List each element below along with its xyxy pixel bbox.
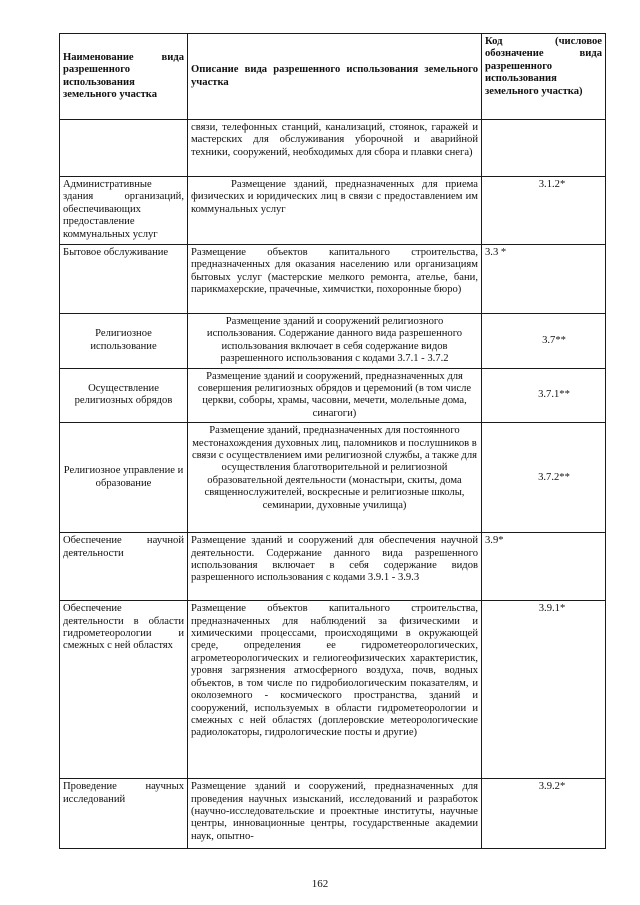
table-row bbox=[60, 779, 606, 849]
table-row bbox=[60, 601, 606, 779]
row-code: 3.9.1* bbox=[482, 601, 606, 779]
table-row bbox=[60, 314, 606, 369]
land-use-table bbox=[59, 33, 606, 849]
row-code bbox=[482, 120, 606, 177]
row-name: Обеспечение деятельности в области гидрометеорологии и смежных с ней областях bbox=[60, 601, 188, 779]
row-code: 3.3 * bbox=[482, 245, 606, 314]
page-number: 162 bbox=[311, 878, 329, 890]
row-code: 3.1.2* bbox=[482, 177, 606, 245]
row-code: 3.9* bbox=[482, 533, 606, 601]
row-description: Размещение зданий и сооружений, предназначенных для проведения научных изысканий, исследований и разработок (научно-исследовательские и проектные институты, научные центры, инновационные центры, государственные академии наук, опытно- bbox=[188, 779, 482, 849]
row-description: Размещение зданий, предназначенных для постоянного местонахождения духовных лиц, паломников и послушников в связи с осуществлением ими религиозной службы, а также для осуществления благотворительной и религиозной образовательной деятельности (монастыри, скиты, дома священнослужителей, воскресные и религиозные школы, семинарии, духовные училища) bbox=[188, 423, 482, 533]
table-row bbox=[60, 245, 606, 314]
row-description: связи, телефонных станций, канализаций, стоянок, гаражей и мастерских для обслуживания уборочной и аварийной техники, сооружений, необходимых для сбора и плавки снега) bbox=[188, 120, 482, 177]
row-name: Религиозное управление и образование bbox=[60, 423, 188, 533]
row-description: Размещение зданий и сооружений, предназначенных для совершения религиозных обрядов и церемоний (в том числе церкви, соборы, храмы, часовни, мечети, молельные дома, синагоги) bbox=[188, 368, 482, 423]
row-description: Размещение зданий и сооружений для обеспечения научной деятельности. Содержание данного вида разрешенного использования включает в себя содержание видов разрешенного использования с кодами 3.9.1 - 3.9.3 bbox=[188, 533, 482, 601]
table-row bbox=[60, 120, 606, 177]
table-row bbox=[60, 423, 606, 533]
row-code: 3.7.1** bbox=[482, 368, 606, 423]
table-row bbox=[60, 177, 606, 245]
row-description: Размещение зданий, предназначенных для приема физических и юридических лиц в связи с предоставлением им коммунальных услуг bbox=[188, 177, 482, 245]
row-name bbox=[60, 120, 188, 177]
row-name: Проведение научных исследований bbox=[60, 779, 188, 849]
table-row bbox=[60, 533, 606, 601]
row-description: Размещение объектов капитального строительства, предназначенных для оказания населению или организациям бытовых услуг (мастерские мелкого ремонта, ателье, бани, парикмахерские, прачечные, химчистки, похоронные бюро) bbox=[188, 245, 482, 314]
row-code: 3.7** bbox=[482, 314, 606, 369]
row-description: Размещение объектов капитального строительства, предназначенных для наблюдений за физическими и химическими процессами, происходящими в окружающей среде, определения ее гидрометеорологических, агрометеорологических и гелиогеофизических характеристик, уровня загрязнения атмосферного воздуха, почв, водных объектов, в том числе по гидробиологическим показателям, и околоземного - космического пространства, зданий и сооружений, используемых в области гидрометеорологии и смежных с ней областях (доплеровские метеорологические радиолокаторы, гидрологические посты и другие) bbox=[188, 601, 482, 779]
row-description: Размещение зданий и сооружений религиозного использования. Содержание данного вида разрешенного использования включает в себя содержание видов разрешенного использования с кодами 3.7.1 - 3.7.2 bbox=[188, 314, 482, 369]
row-name: Административные здания организаций, обеспечивающих предоставление коммунальных услуг bbox=[60, 177, 188, 245]
header-name: Наименование вида разрешенного использования земельного участка bbox=[60, 34, 188, 120]
row-code: 3.9.2* bbox=[482, 779, 606, 849]
row-name: Обеспечение научной деятельности bbox=[60, 533, 188, 601]
header-description: Описание вида разрешенного использования земельного участка bbox=[188, 34, 482, 120]
row-code: 3.7.2** bbox=[482, 423, 606, 533]
table-header-row bbox=[60, 34, 606, 120]
row-name: Религиозное использование bbox=[60, 314, 188, 369]
header-code: Код (числовое обозначение вида разрешенного использования земельного участка) bbox=[482, 34, 606, 120]
row-name: Бытовое обслуживание bbox=[60, 245, 188, 314]
table-row bbox=[60, 368, 606, 423]
row-name: Осуществление религиозных обрядов bbox=[60, 368, 188, 423]
